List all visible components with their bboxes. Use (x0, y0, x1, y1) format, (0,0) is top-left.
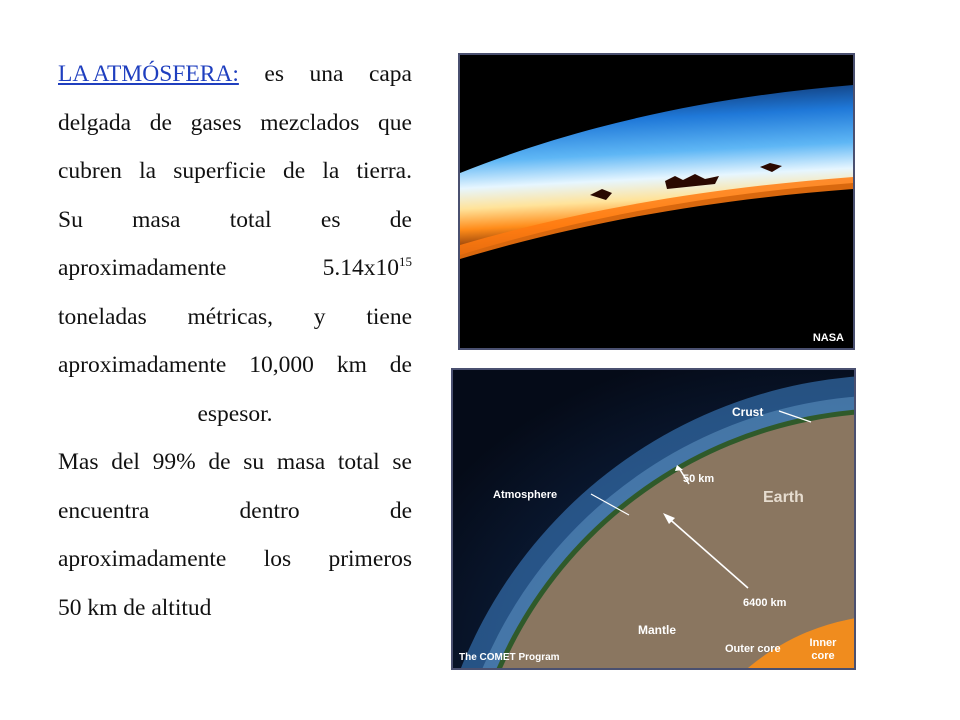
word: dentro (239, 497, 300, 524)
atmosphere-label: Atmosphere (493, 489, 558, 501)
word: total (337, 449, 380, 475)
text-line (58, 50, 412, 99)
atmosphere-link[interactable]: LA ATMÓSFERA: (58, 61, 239, 87)
comet-credit: The COMET Program (459, 652, 560, 663)
text-line (58, 438, 412, 487)
word: aproximadamente (58, 546, 227, 572)
atmosphere-horizon-photo (458, 53, 855, 350)
word: es (264, 61, 284, 87)
word: los (263, 546, 292, 572)
mass-exponent: 15 (399, 254, 412, 269)
crust-label: Crust (732, 405, 764, 419)
thickness-label: 50 km (683, 473, 715, 485)
word: su (243, 449, 265, 475)
radius-label: 6400 km (743, 597, 787, 609)
mass-base: 5.14x10 (322, 255, 399, 281)
outer-core-label: Outer core (725, 643, 781, 655)
word: gases (190, 109, 242, 136)
word: km (336, 352, 367, 378)
word: toneladas (58, 303, 147, 330)
paragraph-2 (58, 438, 412, 632)
word: la (322, 158, 340, 184)
word: masa (132, 206, 181, 233)
word: que (378, 109, 412, 136)
inner-core-label-line2: core (811, 650, 835, 662)
text-line (58, 535, 412, 584)
word: Su (58, 206, 83, 233)
word: aproximadamente (58, 352, 227, 378)
word: tiene (366, 303, 412, 330)
mass-value (323, 244, 412, 293)
word: de (389, 352, 412, 378)
earth-layers-diagram (451, 368, 856, 670)
text-line (58, 147, 412, 196)
word: mezclados (260, 109, 360, 136)
text-line (58, 196, 412, 245)
word: aproximadamente (58, 255, 227, 281)
word: una (309, 61, 344, 87)
word: tierra. (356, 158, 412, 184)
text-block (58, 50, 412, 632)
word: se (392, 449, 412, 475)
text-line (58, 244, 412, 293)
inner-core-label-line1: Inner (809, 637, 837, 649)
text-line (58, 99, 412, 148)
word: de (389, 206, 412, 233)
text-line: 50 km de altitud (58, 594, 212, 621)
word: de (149, 109, 172, 136)
mantle-label: Mantle (638, 623, 677, 637)
word: delgada (58, 109, 132, 136)
word: 10,000 (249, 352, 314, 378)
text-line: espesor. (197, 400, 273, 427)
word: de (389, 497, 412, 524)
word: de (208, 449, 231, 475)
word: es (320, 206, 341, 233)
word: capa (368, 61, 412, 87)
word: métricas, (187, 303, 274, 330)
word: 99% (152, 449, 196, 475)
word: y (313, 303, 326, 330)
earth-cross-section (453, 370, 854, 668)
word: encuentra (58, 497, 150, 524)
word: Mas (58, 449, 99, 475)
nasa-credit: NASA (812, 332, 844, 344)
text-line (58, 293, 412, 342)
word: de (283, 158, 306, 184)
horizon-image (460, 55, 853, 348)
earth-label: Earth (763, 489, 804, 506)
word: superficie (173, 158, 266, 184)
text-line (58, 487, 412, 536)
text-line (58, 341, 412, 390)
word: del (111, 449, 140, 475)
word: primeros (328, 546, 412, 572)
word: total (229, 206, 272, 233)
word: la (139, 158, 157, 184)
word: masa (276, 449, 326, 475)
paragraph-1 (58, 50, 412, 438)
word: cubren (58, 158, 122, 184)
